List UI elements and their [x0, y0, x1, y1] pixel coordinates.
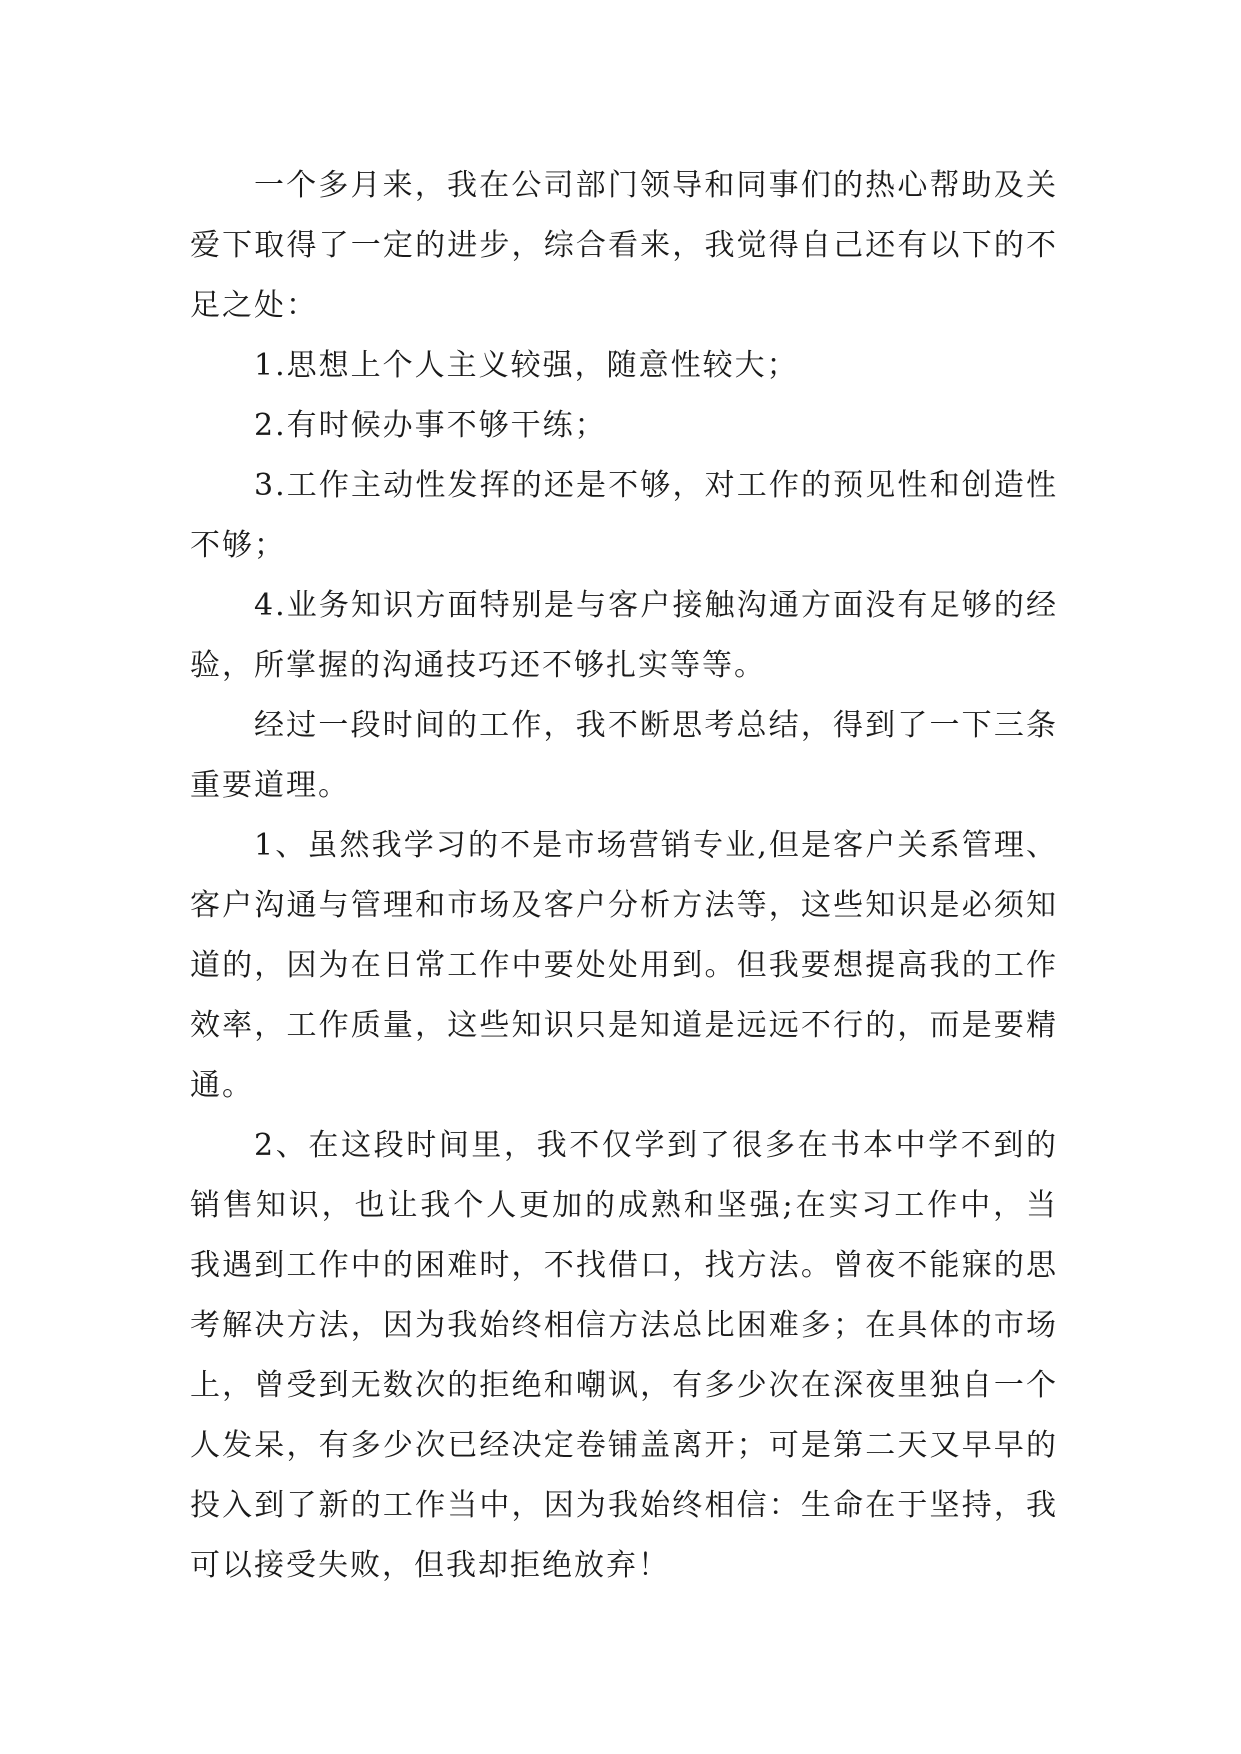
- paragraph-lesson-2: 2、在这段时间里，我不仅学到了很多在书本中学不到的销售知识，也让我个人更加的成熟和坚强;在实习工作中，当我遇到工作中的困难时，不找借口，找方法。曾夜不能寐的思考解决方法，因为我始终相信方法总比困难多；在具体的市场上，曾受到无数次的拒绝和嘲讽，有多少次在深夜里独自一个人发呆，有多少次已经决定卷铺盖离开；可是第二天又早早的投入到了新的工作当中，因为我始终相信：生命在于坚持，我可以接受失败，但我却拒绝放弃！: [190, 1128, 1058, 1583]
- paragraph-shortcoming-1: 1.思想上个人主义较强，随意性较大；: [254, 348, 799, 383]
- document-body: [190, 156, 1058, 1596]
- paragraph-lesson-1: 1、虽然我学习的不是市场营销专业,但是客户关系管理、客户沟通与管理和市场及客户分析方法等，这些知识是必须知道的，因为在日常工作中要处处用到。但我要想提高我的工作效率，工作质量，这些知识只是知道是远远不行的，而是要精通。: [190, 828, 1058, 1103]
- paragraph-shortcoming-3: 3.工作主动性发挥的还是不够，对工作的预见性和创造性不够；: [190, 468, 1058, 563]
- paragraph-lessons-intro: 经过一段时间的工作，我不断思考总结，得到了一下三条重要道理。: [190, 708, 1058, 803]
- paragraph-intro: 一个多月来，我在公司部门领导和同事们的热心帮助及关爱下取得了一定的进步，综合看来，我觉得自己还有以下的不足之处：: [190, 168, 1058, 323]
- paragraph-shortcoming-4: 4.业务知识方面特别是与客户接触沟通方面没有足够的经验，所掌握的沟通技巧还不够扎实等等。: [190, 588, 1058, 683]
- paragraph-shortcoming-2: 2.有时候办事不够干练；: [254, 408, 607, 443]
